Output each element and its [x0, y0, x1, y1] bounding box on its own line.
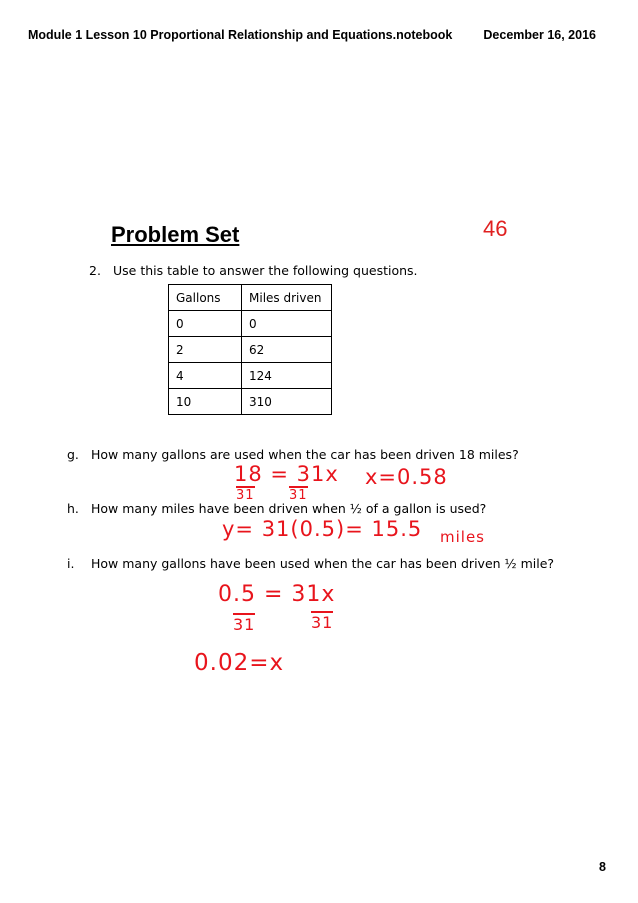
table-cell: 4 — [169, 363, 242, 389]
notebook-title: Module 1 Lesson 10 Proportional Relationship and Equations.notebook — [28, 28, 453, 42]
table-row — [169, 311, 332, 337]
handwritten-h-unit: miles — [440, 528, 485, 546]
header-date: December 16, 2016 — [483, 28, 596, 42]
table-cell: 2 — [169, 337, 242, 363]
handwritten-h-answer: y= 31(0.5)= 15.5 — [222, 517, 423, 541]
question-g-letter: g. — [67, 447, 79, 462]
table-cell: 10 — [169, 389, 242, 415]
question-h-letter: h. — [67, 501, 79, 516]
table-header-miles: Miles driven — [242, 285, 332, 311]
table-cell: 0 — [242, 311, 332, 337]
annotation-number: 46 — [483, 216, 508, 241]
table-header-row — [169, 285, 332, 311]
instruction-text: Use this table to answer the following questions. — [113, 263, 418, 278]
table-cell: 124 — [242, 363, 332, 389]
question-i-letter: i. — [67, 556, 75, 571]
handwritten-i-equation: 0.5 = 31x — [218, 582, 336, 607]
page-number: 8 — [599, 860, 606, 874]
table-cell: 62 — [242, 337, 332, 363]
handwritten-i-divisor-right: 31 — [311, 613, 334, 632]
handwritten-g-answer: x=0.58 — [365, 465, 448, 489]
question-i-text: How many gallons have been used when the car has been driven ½ mile? — [91, 556, 555, 571]
table-cell: 310 — [242, 389, 332, 415]
question-h-text: How many miles have been driven when ½ of a gallon is used? — [91, 501, 487, 516]
table-cell: 0 — [169, 311, 242, 337]
handwritten-i-divisor-left: 31 — [233, 615, 256, 634]
table-header-gallons: Gallons — [169, 285, 242, 311]
section-title: Problem Set — [111, 222, 240, 247]
gallons-miles-table — [168, 284, 332, 415]
table-row — [169, 337, 332, 363]
handwritten-g-divisor-left: 31 — [236, 488, 255, 503]
table-row — [169, 363, 332, 389]
handwritten-i-answer: 0.02=x — [194, 650, 285, 676]
handwritten-g-divisor-right: 31 — [289, 488, 308, 503]
handwritten-g-equation: 18 = 31x — [234, 462, 339, 486]
table-row — [169, 389, 332, 415]
instruction-number: 2. — [89, 263, 101, 278]
question-g-text: How many gallons are used when the car has been driven 18 miles? — [91, 447, 519, 462]
